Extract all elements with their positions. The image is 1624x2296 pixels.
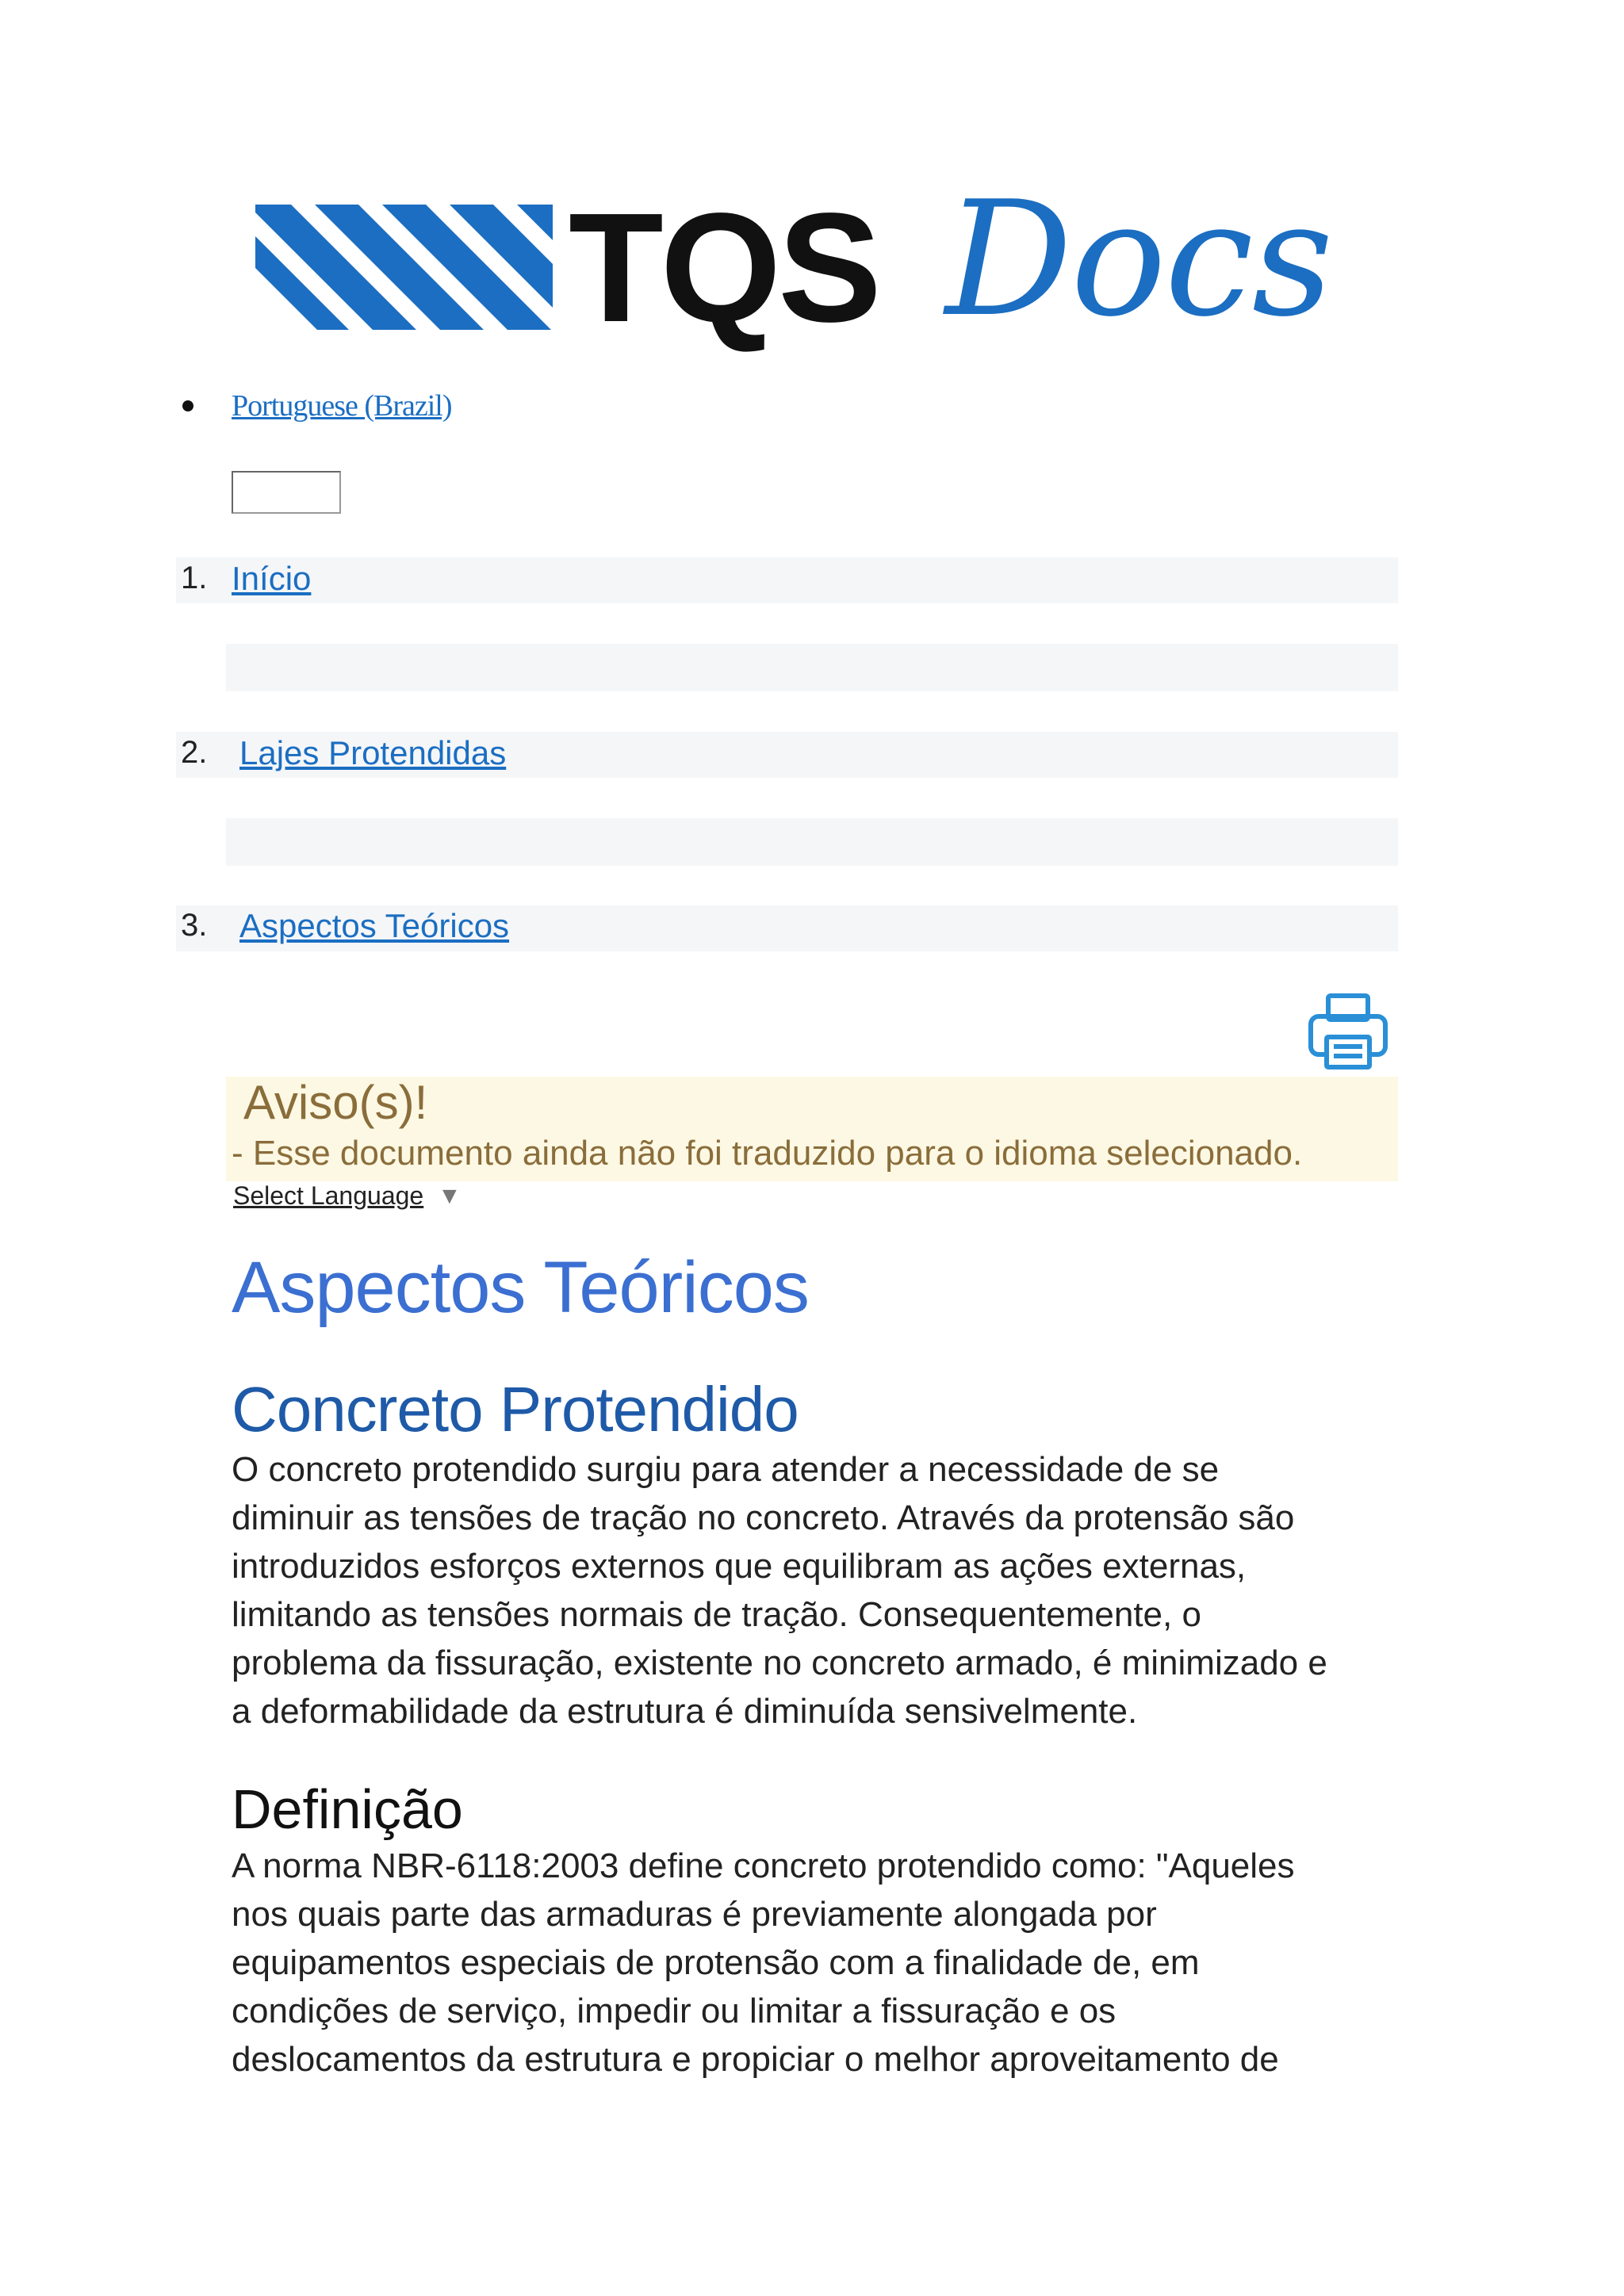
paragraph-line: nos quais parte das armaduras é previamente alongada por	[232, 1895, 1157, 1934]
breadcrumb-link-aspectos-teoricos[interactable]: Aspectos Teóricos	[239, 907, 510, 944]
paragraph-line: limitando as tensões normais de tração. Consequentemente, o	[232, 1595, 1201, 1634]
warning-title: Aviso(s)!	[243, 1076, 428, 1129]
search-input[interactable]	[232, 471, 341, 514]
breadcrumb-link-lajes-protendidas[interactable]: Lajes Protendidas	[239, 734, 507, 771]
warning-message: - Esse documento ainda não foi traduzido para o idioma selecionado.	[232, 1134, 1303, 1173]
paragraph-line: introduzidos esforços externos que equilibram as ações externas,	[232, 1547, 1247, 1586]
paragraph-line: a deformabilidade da estrutura é diminuída sensivelmente.	[232, 1692, 1138, 1731]
section-heading-concreto-protendido: Concreto Protendido	[232, 1374, 799, 1445]
paragraph-line: condições de serviço, impedir ou limitar a fissuração e os	[232, 1992, 1116, 2030]
list-bullet	[182, 400, 193, 411]
paragraph-line: diminuir as tensões de tração no concreto. Através da protensão são	[232, 1498, 1295, 1537]
language-link[interactable]: Portuguese (Brazil)	[232, 389, 452, 423]
paragraph-line: deslocamentos da estrutura e propiciar o melhor aproveitamento de	[232, 2040, 1279, 2079]
diagonal-stripes-logo-icon	[255, 205, 553, 330]
printer-icon[interactable]	[1307, 993, 1389, 1072]
paragraph-line: equipamentos especiais de protensão com a finalidade de, em	[232, 1943, 1200, 1982]
section-paragraph	[232, 1445, 1405, 1735]
tqs-docs-logo[interactable]	[255, 167, 1397, 355]
section-heading-definicao: Definição	[232, 1778, 463, 1840]
logo-brand-text: TQS	[569, 181, 879, 354]
select-language-link[interactable]: Select Language	[233, 1181, 424, 1210]
breadcrumb-item-bg	[176, 557, 1398, 603]
breadcrumb-number: 3.	[181, 908, 208, 943]
logo-product-text: Docs	[945, 167, 1332, 352]
breadcrumb-separator	[226, 644, 1398, 691]
breadcrumb-number: 2.	[181, 735, 208, 770]
paragraph-line: problema da fissuração, existente no concreto armado, é minimizado e	[232, 1644, 1327, 1682]
paragraph-line: O concreto protendido surgiu para atender a necessidade de se	[232, 1450, 1220, 1489]
paragraph-line: A norma NBR-6118:2003 define concreto protendido como: "Aqueles	[232, 1846, 1295, 1885]
page-title: Aspectos Teóricos	[232, 1247, 809, 1328]
breadcrumb-separator	[226, 818, 1398, 866]
dropdown-arrow-icon[interactable]: ▼	[438, 1183, 462, 1209]
breadcrumb-link-inicio[interactable]: Início	[232, 560, 312, 597]
section-paragraph	[232, 1842, 1405, 2084]
breadcrumb-number: 1.	[181, 561, 208, 595]
